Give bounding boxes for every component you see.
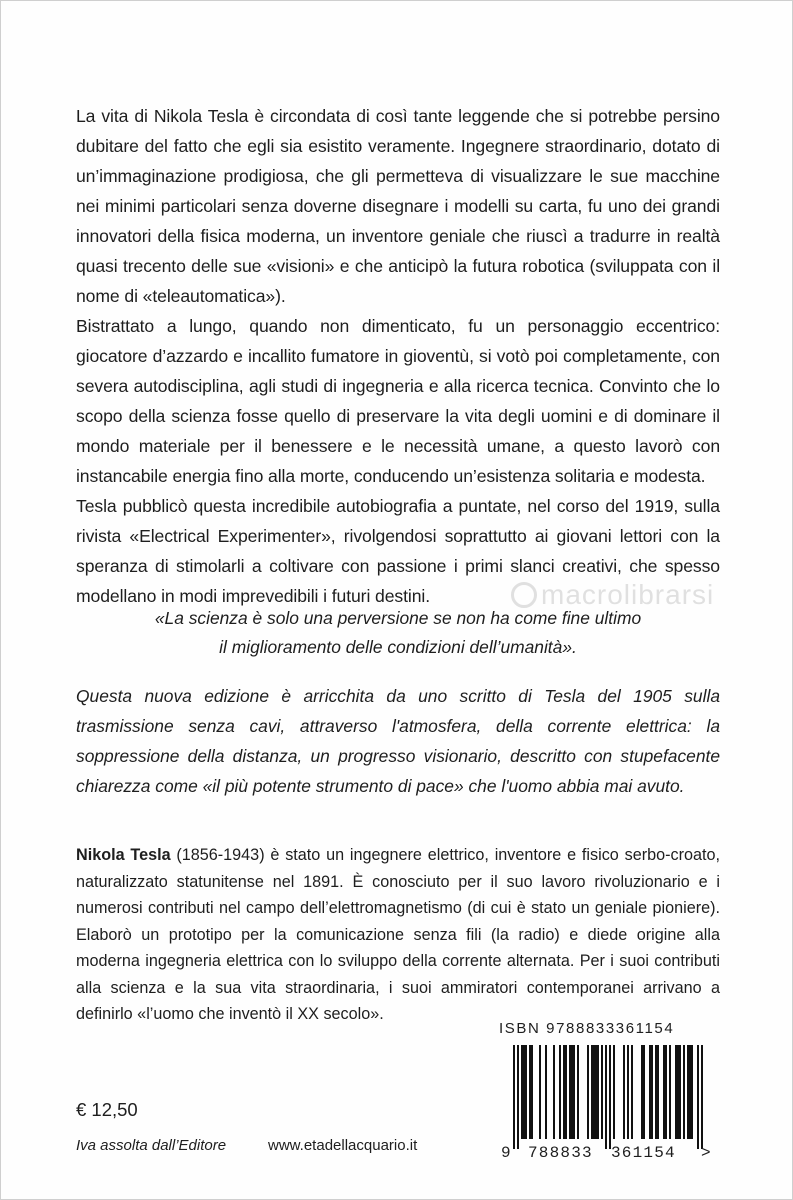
barcode-bar [689,1045,691,1139]
barcode-bar [529,1045,531,1139]
description-paragraph-2: Bistrattato a lungo, quando non dimenticato, fu un personaggio eccentrico: giocatore d’azzardo e incallito fumatore in gioventù, si votò poi completamente, con severa autodisciplina, agli studi di ingegneria e alla ricerca tecnica. Convinto che lo scopo della scienza fosse quello di preservare la vita degli uomini e di dominare il mondo materiale per il benessere e le necessità umane, a questo lavorò con instancabile energia fino alla morte, conducendo un’esistenza solitaria e modesta. [76,316,720,486]
barcode-bar [655,1045,657,1139]
watermark-text: macrolibrarsi [541,579,715,610]
barcode-end-mark: > [701,1144,711,1161]
edition-note [76,681,720,801]
price: € 12,50 [76,1099,138,1120]
barcode-bar [539,1045,541,1139]
barcode-bar [665,1045,667,1139]
quote-line-2: il miglioramento delle condizioni dell’umanità». [219,637,577,657]
barcode-bar [591,1045,593,1139]
barcode-bar [643,1045,645,1139]
barcode-bar [679,1045,681,1139]
barcode-graphic [499,1043,719,1161]
barcode-bar [675,1045,677,1139]
barcode-bar [641,1045,643,1139]
barcode-bar [657,1045,659,1139]
author-bio [76,842,720,1028]
barcode-bar [577,1045,579,1139]
author-bio-paragraph [76,842,720,1028]
barcode-bar [587,1045,589,1139]
barcode-bar [565,1045,567,1139]
barcode-bar [663,1045,665,1139]
barcode-right-digits: 361154 [611,1144,676,1161]
barcode-bar [687,1045,689,1139]
description-paragraph-3: Tesla pubblicò questa incredibile autobiografia a puntate, nel corso del 1919, sulla rivista «Electrical Experimenter», rivolgendosi soprattutto ai giovani lettori con la speranza di stimolarli a coltivare con passione i primi slanci creativi, che spesso modellano in modi imprevedibili i futuri destini. [76,496,720,606]
edition-note-text: Questa nuova edizione è arricchita da uno scritto di Tesla del 1905 sulla trasmissione senza cavi, attraverso l'atmosfera, della corrente elettrica: la soppressione della distanza, un progresso visionario, descritto con stupefacente chiarezza come «il più potente strumento di pace» che l'uomo abbia mai avuto. [76,686,720,796]
barcode-bar [517,1045,519,1149]
barcode-bar [677,1045,679,1139]
main-description [76,101,720,611]
barcode-bar [595,1045,597,1139]
barcode-bar [609,1045,611,1149]
barcode-bar [571,1045,573,1139]
barcode-bar [623,1045,625,1139]
barcode-bar [627,1045,629,1139]
barcode-bar [563,1045,565,1139]
barcode-left-digits: 788833 [528,1144,593,1161]
vat-note: Iva assolta dall’Editore [76,1137,227,1154]
barcode-bar [691,1045,693,1139]
barcode-bar [545,1045,547,1139]
author-bio-text: (1856-1943) è stato un ingegnere elettrico, inventore e fisico serbo-croato, naturalizzato statunitense nel 1891. È conosciuto per il suo lavoro rivoluzionario e i numerosi contributi nel campo dell’elettromagnetismo (di cui è stato un geniale pioniere). Elaborò un prototipo per la comunicazione senza fili (la radio) e diede origine alla moderna ingegneria elettrica con lo sviluppo della corrente alternata. Per i suoi contributi alla scienza e la sua vita straordinaria, i suoi ammiratori contemporanei arrivano a definirlo «l’uomo che inventò il XX secolo». [76,846,720,1023]
barcode-bar [573,1045,575,1139]
barcode-bar [697,1045,699,1149]
quote-line-1: «La scienza è solo una perversione se non ha come fine ultimo [154,608,642,628]
barcode-bar [701,1045,703,1149]
publisher-website: www.etadellacquario.it [268,1137,418,1154]
barcode-bar [597,1045,599,1139]
barcode-bar [683,1045,685,1139]
barcode-bar [601,1045,603,1139]
barcode-bar [531,1045,533,1139]
barcode-first-digit: 9 [501,1144,511,1161]
description-paragraph-1: La vita di Nikola Tesla è circondata di così tante leggende che si potrebbe persino dubitare del fatto che egli sia esistito veramente. Ingegnere straordinario, dotato di un’immaginazione prodigiosa, che gli permetteva di visualizzare le sue macchine nei minimi particolari senza doverne disegnare i modelli su carta, fu uno dei grandi innovatori della fisica moderna, un inventore geniale che riuscì a tradurre in realtà quasi trecento delle sue «visioni» e che anticipò la futura robotica (sviluppata con il nome di «teleautomatica»). [76,106,720,306]
tesla-quote [76,604,720,662]
isbn-label: ISBN 9788833361154 [499,1020,675,1037]
barcode-bar [651,1045,653,1139]
barcode-bar [613,1045,615,1139]
barcode-bar [605,1045,607,1149]
barcode-bar [669,1045,671,1139]
author-name: Nikola Tesla [76,846,171,864]
barcode-bar [631,1045,633,1139]
barcode-bar [593,1045,595,1139]
barcode-bar [649,1045,651,1139]
barcode [499,1043,719,1161]
barcode-bar [525,1045,527,1139]
barcode-bar [521,1045,523,1139]
barcode-bar [553,1045,555,1139]
barcode-bar [569,1045,571,1139]
barcode-bar [523,1045,525,1139]
barcode-bars [513,1045,703,1149]
barcode-bar [559,1045,561,1139]
barcode-bar [513,1045,515,1149]
